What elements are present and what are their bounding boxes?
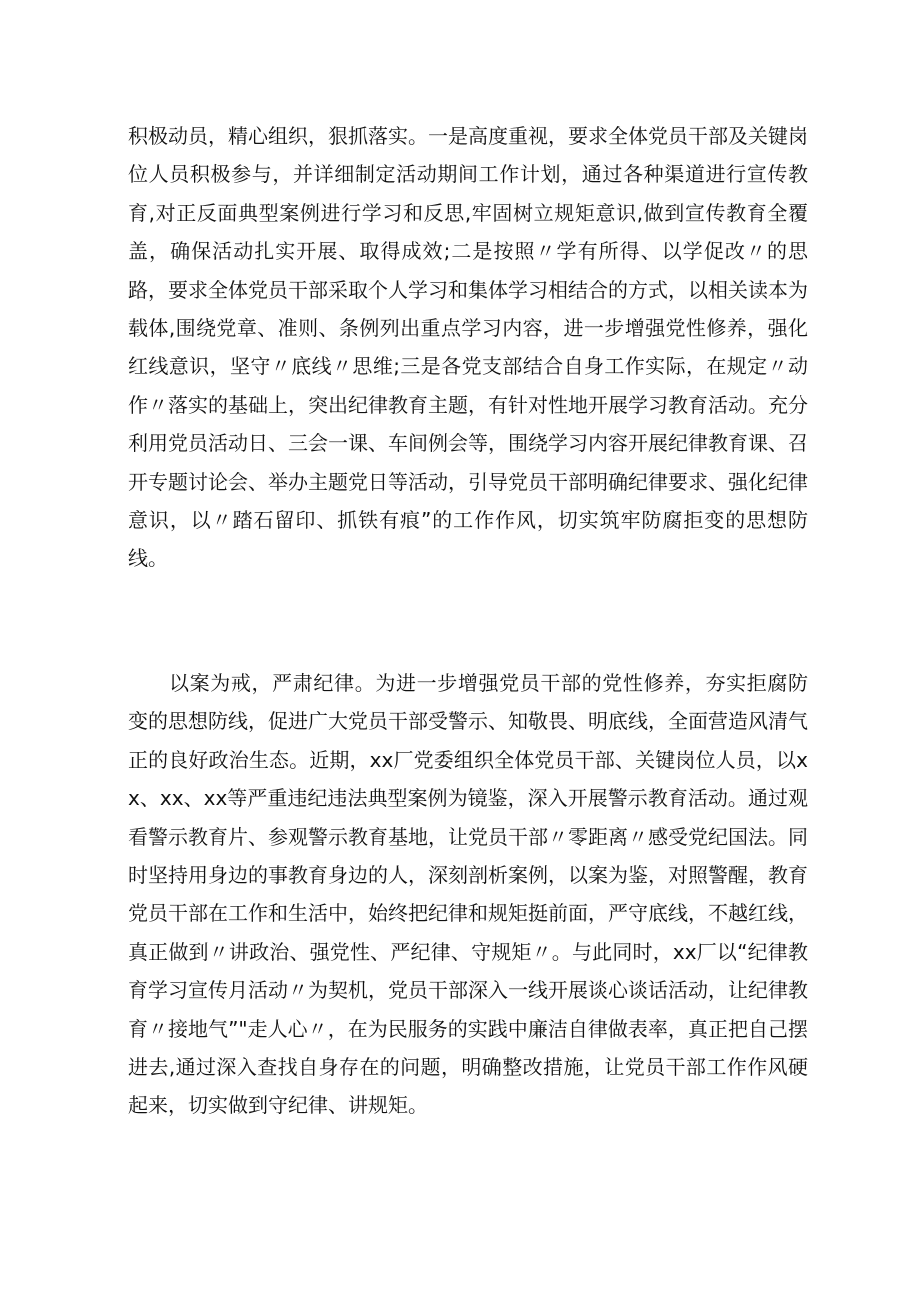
- paragraph-discipline-study: 积极动员，精心组织，狠抓落实。一是高度重视，要求全体党员干部及关键岗位人员积极参与，并详细制定活动期间工作计划，通过各种渠道进行宣传教育,对正反面典型案例进行学习和反思,牢固树立规矩意识,做到宣传教育全覆盖，确保活动扎实开展、取得成效;二是按照〃学有所得、以学促改〃的思路，要求全体党员干部采取个人学习和集体学习相结合的方式，以相关读本为载体,围绕党章、准则、条例列出重点学习内容，进一步增强党性修养，强化红线意识，坚守〃底线〃思维;三是各党支部结合自身工作实际，在规定〃动作〃落实的基础上，突出纪律教育主题，有针对性地开展学习教育活动。充分利用党员活动日、三会一课、车间例会等，围绕学习内容开展纪律教育课、召开专题讨论会、举办主题党日等活动，引导党员干部明确纪律要求、强化纪律意识，以〃踏石留印、抓铁有痕”的工作作风，切实筑牢防腐拒变的思想防线。: [128, 124, 808, 571]
- paragraph-warning-education: 以案为戒，严肃纪律。为进一步增强党员干部的党性修养，夯实拒腐防变的思想防线，促进广大党员干部受警示、知敬畏、明底线，全面营造风清气正的良好政治生态。近期，xx厂党委组织全体党员干部、关键岗位人员，以xx、xx、xx等严重违纪违法典型案例为镜鉴，深入开展警示教育活动。通过观看警示教育片、参观警示教育基地，让党员干部〃零距离〃感受党纪国法。同时坚持用身边的事教育身边的人，深刻剖析案例，以案为鉴，对照警醒，教育党员干部在工作和生活中，始终把纪律和规矩挺前面，严守底线，不越红线，真正做到〃讲政治、强党性、严纪律、守规矩〃。与此同时，xx厂以“纪律教育学习宣传月活动〃为契机，党员干部深入一线开展谈心谈话活动，让纪律教育〃接地气”"走人心〃，在为民服务的实践中廉洁自律做表率，真正把自己摆进去,通过深入查找自身存在的问题，明确整改措施，让党员干部工作作风硬起来，切实做到守纪律、讲规矩。: [128, 671, 808, 1118]
